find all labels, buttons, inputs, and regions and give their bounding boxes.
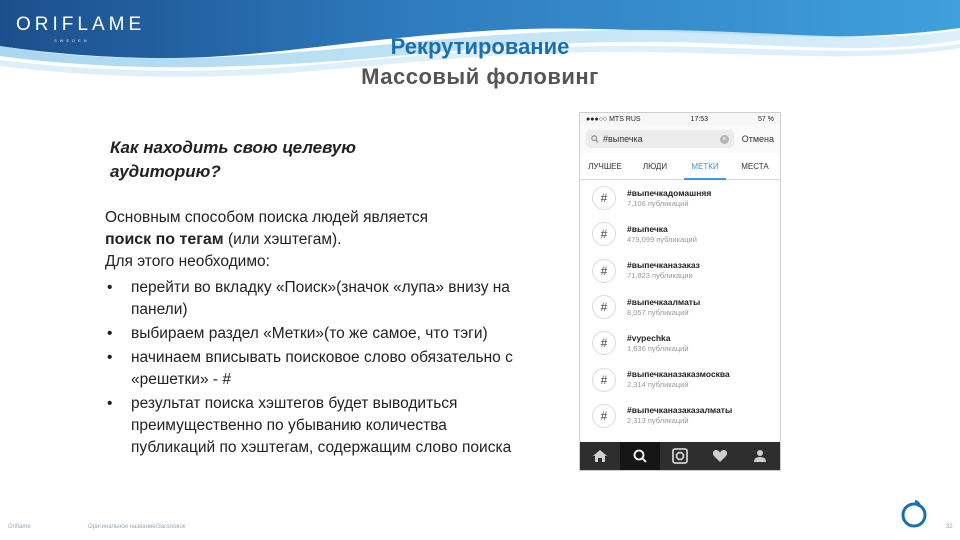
list-item: • результат поиска хэштегов будет выводиться преимущественно по убыванию количества публикаций по хэштегам, содержащим слово поиска bbox=[107, 395, 512, 456]
tab-places[interactable]: МЕСТА bbox=[741, 161, 769, 171]
clear-icon[interactable]: × bbox=[720, 135, 729, 144]
search-input[interactable] bbox=[586, 130, 734, 148]
search-icon bbox=[591, 135, 599, 143]
hashtag-icon: # bbox=[592, 295, 616, 319]
search-bar bbox=[580, 125, 780, 153]
intro-suffix: (или хэштегам). bbox=[223, 231, 342, 248]
camera-icon[interactable] bbox=[660, 442, 700, 470]
status-bar bbox=[580, 113, 780, 125]
intro-strong: поиск по тегам bbox=[105, 231, 224, 248]
search-value: #выпечка bbox=[603, 134, 643, 144]
footer-caption: Оригинальное название/Заголовок bbox=[88, 524, 186, 530]
intro-line-2 bbox=[105, 229, 515, 251]
heart-icon[interactable] bbox=[700, 442, 740, 470]
slide-title: Рекрутирование bbox=[390, 34, 570, 59]
hashtag-icon: # bbox=[592, 259, 616, 283]
body-text bbox=[105, 207, 515, 461]
hashtag-icon: # bbox=[592, 186, 616, 210]
list-item: • выбираем раздел «Метки»(то же самое, что тэги) bbox=[105, 323, 515, 345]
bullet-icon: • bbox=[107, 349, 113, 366]
instruction-list bbox=[105, 277, 515, 459]
hashtag-icon: # bbox=[592, 331, 616, 355]
logo-subtext: SWEDEN bbox=[54, 38, 90, 43]
profile-icon[interactable] bbox=[740, 442, 780, 470]
time-label: 17:53 bbox=[690, 115, 709, 123]
instagram-search-screenshot bbox=[579, 112, 781, 471]
bullet-icon: • bbox=[107, 395, 113, 412]
question-heading: Как находить свою целевую аудиторию? bbox=[110, 138, 356, 181]
bullet-icon: • bbox=[107, 279, 113, 296]
tag-results-list bbox=[580, 180, 780, 434]
slide-subtitle: Массовый фоловинг bbox=[361, 64, 599, 89]
tab-top[interactable]: ЛУЧШЕЕ bbox=[588, 161, 622, 171]
intro-line-3: Для этого необходимо: bbox=[105, 253, 270, 270]
footer-brand: Oriflame bbox=[8, 524, 31, 530]
oriflame-ring-logo bbox=[898, 498, 930, 530]
list-item: • перейти во вкладку «Поиск»(значок «лупа» внизу на панели) bbox=[107, 279, 510, 318]
carrier-label: ●●●○○ MTS RUS bbox=[586, 115, 641, 123]
hashtag-icon: # bbox=[592, 368, 616, 392]
search-tabs bbox=[580, 153, 780, 180]
tag-result-item[interactable]: # #выпечканазаказалматы 2,313 публикаций bbox=[580, 398, 780, 434]
list-item: • начинаем вписывать поисковое слово обязательно с «решетки» - # bbox=[107, 349, 513, 388]
search-icon[interactable] bbox=[620, 442, 660, 470]
bottom-nav-bar bbox=[580, 442, 780, 470]
battery-label: 57 % bbox=[758, 115, 774, 123]
tag-result-item[interactable]: # #выпечкадомашняя 7,106 публикаций bbox=[580, 180, 780, 216]
tab-tags[interactable]: МЕТКИ bbox=[680, 153, 730, 179]
tag-result-item[interactable]: # #выпечканазаказ 71,823 публикации bbox=[580, 253, 780, 289]
tag-result-item[interactable]: # #выпечканазаказмосква 2,314 публикаций bbox=[580, 361, 780, 397]
hashtag-icon: # bbox=[592, 404, 616, 428]
tag-result-item[interactable]: # #выпечка 479,099 публикаций bbox=[580, 216, 780, 252]
logo-wordmark: ORIFLAME bbox=[16, 14, 146, 35]
tab-people[interactable]: ЛЮДИ bbox=[642, 161, 668, 171]
tag-result-item[interactable]: # #vypechka 1,636 публикаций bbox=[580, 325, 780, 361]
home-icon[interactable] bbox=[580, 442, 620, 470]
cancel-button[interactable]: Отмена bbox=[741, 134, 774, 144]
intro-line-1: Основным способом поиска людей является bbox=[105, 209, 428, 226]
page-number: 32 bbox=[946, 524, 953, 530]
bullet-icon: • bbox=[107, 325, 113, 342]
tag-result-item[interactable]: # #выпечкаалматы 8,057 публикаций bbox=[580, 289, 780, 325]
hashtag-icon: # bbox=[592, 222, 616, 246]
